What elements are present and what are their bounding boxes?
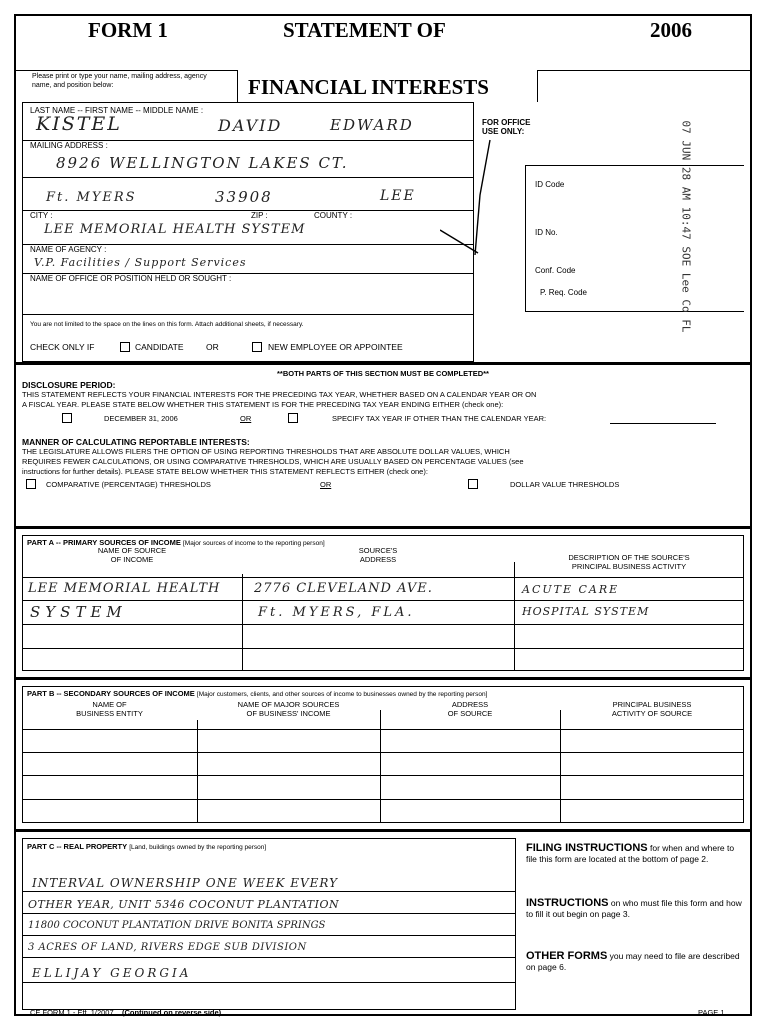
not-limited-note: You are not limited to the space on the lines on this form. Attach additional sheets, if necessary. <box>30 321 304 328</box>
filing-title: FILING INSTRUCTIONS <box>526 842 648 854</box>
part-c-heading <box>27 842 266 853</box>
instructions-text: on who must file this form and how to fill it out begin on page 3. <box>526 898 742 919</box>
col-header-text: SOURCE'S <box>358 546 398 555</box>
table-rule <box>22 752 744 753</box>
field-line <box>22 957 516 958</box>
section-divider <box>14 677 752 680</box>
part-b-col3-header <box>380 700 560 718</box>
december-checkbox[interactable] <box>62 413 72 423</box>
table-rule <box>22 624 744 625</box>
county: LEE <box>380 188 416 204</box>
col-header-text: ADDRESS <box>451 700 489 709</box>
col-header-text: NAME OF MAJOR SOURCES <box>237 700 340 709</box>
manner-text: REQUIRES FEWER CALCULATIONS, OR USING COMPARATIVE THRESHOLDS, WHICH ARE USUALLY BASED ON PERCENTAGE VALUES (see <box>22 457 524 466</box>
table-col-rule <box>380 710 381 823</box>
part-b-col1-header <box>22 700 197 718</box>
col-header-text: OF BUSINESS' INCOME <box>246 709 331 718</box>
instructions-note <box>526 898 746 920</box>
table-rule <box>22 648 744 649</box>
part-c-line2: OTHER YEAR, UNIT 5346 COCONUT PLANTATION <box>28 898 340 911</box>
new-employee-checkbox[interactable] <box>252 342 262 352</box>
col-header-text: PRINCIPAL BUSINESS ACTIVITY <box>571 562 687 571</box>
field-line <box>22 891 516 892</box>
comparative-label: COMPARATIVE (PERCENTAGE) THRESHOLDS <box>46 480 211 489</box>
part-c-line1: INTERVAL OWNERSHIP ONE WEEK EVERY <box>32 876 339 890</box>
part-a-row1-name: LEE MEMORIAL HEALTH <box>28 581 221 596</box>
table-rule <box>22 775 744 776</box>
first-name: DAVID <box>218 116 283 135</box>
form-year: 2006 <box>650 18 692 42</box>
col-header-text: OF SOURCE <box>447 709 493 718</box>
other-forms-text: you may need to file are described on page 6. <box>526 951 740 972</box>
field-line <box>22 177 474 178</box>
zip-label: ZIP : <box>251 211 268 220</box>
title-line1: STATEMENT OF <box>283 18 446 42</box>
specify-year-checkbox[interactable] <box>288 413 298 423</box>
or-label: OR <box>320 480 332 489</box>
dollar-checkbox[interactable] <box>468 479 478 489</box>
middle-name: EDWARD <box>330 116 414 134</box>
received-stamp: 07 JUN 28 AM 10:47 SOE Lee Co FL <box>679 120 693 333</box>
part-a-col1-header <box>22 546 242 564</box>
table-rule <box>22 577 744 578</box>
city-label: CITY : <box>30 211 53 220</box>
col-header-text: NAME OF SOURCE <box>97 546 167 555</box>
section-divider <box>14 829 752 832</box>
agency-name: LEE MEMORIAL HEALTH SYSTEM <box>44 222 306 237</box>
footer-form-id <box>30 1008 221 1017</box>
conf-code-label: Conf. Code <box>535 266 576 275</box>
part-a-row2-address: Ft. MYERS, FLA. <box>258 605 415 620</box>
part-a-row1-address: 2776 CLEVELAND AVE. <box>254 581 433 596</box>
field-line <box>22 913 516 914</box>
position-title: V.P. Facilities / Support Services <box>34 256 247 269</box>
id-no-label: ID No. <box>535 228 558 237</box>
street-address: 8926 WELLINGTON LAKES CT. <box>56 154 349 172</box>
filing-instructions <box>526 843 746 865</box>
other-forms-title: OTHER FORMS <box>526 950 608 962</box>
manner-text: instructions for further details). PLEASE STATE BELOW WHETHER THIS STATEMENT REFLECTS EITHER (check one): <box>22 467 428 476</box>
disclosure-period-heading: DISCLOSURE PERIOD: <box>22 380 116 390</box>
col-header-text: ADDRESS <box>359 555 397 564</box>
section-divider <box>14 362 752 365</box>
col-header-text: NAME OF <box>92 700 127 709</box>
office-label: USE ONLY: <box>482 127 525 136</box>
page-number: PAGE 1 <box>698 1008 725 1017</box>
part-a-col2-header <box>242 546 514 564</box>
mailing-label: MAILING ADDRESS : <box>30 141 108 150</box>
or-label: OR <box>206 342 219 352</box>
continued-text: (Continued on reverse side) <box>122 1008 222 1017</box>
new-employee-label: NEW EMPLOYEE OR APPOINTEE <box>268 342 403 352</box>
field-line <box>22 210 474 211</box>
col-header-text: PRINCIPAL BUSINESS <box>612 700 692 709</box>
header-rule <box>14 70 238 71</box>
field-line <box>22 982 516 983</box>
field-line <box>22 314 474 315</box>
office-label: FOR OFFICE <box>482 118 531 127</box>
p-req-code-label: P. Req. Code <box>540 288 587 297</box>
position-label: NAME OF OFFICE OR POSITION HELD OR SOUGHT : <box>30 274 232 283</box>
specify-blank[interactable] <box>610 423 716 424</box>
col-header-text: BUSINESS ENTITY <box>76 709 143 718</box>
table-col-rule <box>242 574 243 671</box>
candidate-checkbox[interactable] <box>120 342 130 352</box>
part-a-title: PART A -- PRIMARY SOURCES OF INCOME <box>27 538 181 547</box>
filing-text: for when and where to file this form are located at the bottom of page 2. <box>526 843 735 864</box>
part-a-row1-activity: ACUTE CARE <box>522 583 620 596</box>
county-label: COUNTY : <box>314 211 353 220</box>
section-divider <box>14 526 752 529</box>
other-forms-note <box>526 951 746 973</box>
col-header-text: DESCRIPTION OF THE SOURCE'S <box>568 553 690 562</box>
city: Ft. MYERS <box>46 190 137 205</box>
name-label: LAST NAME -- FIRST NAME -- MIDDLE NAME : <box>30 106 204 115</box>
handwritten-slash <box>440 135 500 275</box>
specify-label: SPECIFY TAX YEAR IF OTHER THAN THE CALENDAR YEAR: <box>332 414 547 423</box>
id-code-label: ID Code <box>535 180 565 189</box>
header-rule <box>537 70 752 71</box>
zip: 33908 <box>215 188 273 206</box>
check-only-if: CHECK ONLY IF <box>30 342 95 352</box>
table-col-rule <box>197 720 198 823</box>
both-parts-note: **BOTH PARTS OF THIS SECTION MUST BE COMPLETED** <box>277 369 489 378</box>
dollar-label: DOLLAR VALUE THRESHOLDS <box>510 480 620 489</box>
table-col-rule <box>560 710 561 823</box>
field-line <box>22 935 516 936</box>
part-b-col4-header <box>560 700 744 718</box>
candidate-label: CANDIDATE <box>135 342 184 352</box>
agency-label: NAME OF AGENCY : <box>30 245 107 254</box>
part-a-row2-activity: HOSPITAL SYSTEM <box>522 605 650 618</box>
table-rule <box>22 729 744 730</box>
col-header-text: ACTIVITY OF SOURCE <box>611 709 693 718</box>
part-c-subtitle: [Land, buildings owned by the reporting person] <box>129 844 267 851</box>
part-b-title: PART B -- SECONDARY SOURCES OF INCOME <box>27 689 195 698</box>
disclosure-text: THIS STATEMENT REFLECTS YOUR FINANCIAL INTERESTS FOR THE PRECEDING TAX YEAR, WHETHER BASED ON A CALENDAR YEAR OR ON <box>22 390 537 399</box>
table-rule <box>22 600 744 601</box>
instructions-title: INSTRUCTIONS <box>526 897 609 909</box>
manner-heading: MANNER OF CALCULATING REPORTABLE INTERESTS: <box>22 437 250 447</box>
part-a-row2-name: SYSTEM <box>30 603 127 621</box>
part-b-subtitle: [Major customers, clients, and other sources of income to businesses owned by the reporting person] <box>196 691 488 698</box>
part-a-col3-header <box>514 553 744 571</box>
manner-text: THE LEGISLATURE ALLOWS FILERS THE OPTION OF USING REPORTING THRESHOLDS THAT ARE ABSOLUTE DOLLAR VALUES, WHICH <box>22 447 510 456</box>
part-c-title: PART C -- REAL PROPERTY <box>27 842 128 851</box>
table-rule <box>22 799 744 800</box>
part-a-subtitle: [Major sources of income to the reporting person] <box>183 540 325 547</box>
header-rule <box>537 70 538 102</box>
header-rule <box>237 70 238 102</box>
form-id-text: CE FORM 1 - Eff. 1/2007 <box>30 1008 114 1017</box>
disclosure-text: A FISCAL YEAR. PLEASE STATE BELOW WHETHER THIS STATEMENT IS FOR THE PRECEDING TAX YEAR ENDING EITHER (check one): <box>22 400 504 409</box>
title-line2: FINANCIAL INTERESTS <box>248 75 489 99</box>
part-b-col2-header <box>197 700 380 718</box>
form-label: FORM 1 <box>88 18 168 42</box>
comparative-checkbox[interactable] <box>26 479 36 489</box>
or-label: OR <box>240 414 252 423</box>
part-b-heading <box>27 689 487 700</box>
part-c-line5: ELLIJAY GEORGIA <box>32 966 192 980</box>
col-header-text: OF INCOME <box>110 555 154 564</box>
december-label: DECEMBER 31, 2006 <box>104 414 178 423</box>
last-name: KISTEL <box>36 113 122 135</box>
part-c-line4: 3 ACRES OF LAND, RIVERS EDGE SUB DIVISION <box>28 942 307 953</box>
table-col-rule <box>514 562 515 671</box>
part-c-line3: 11800 COCONUT PLANTATION DRIVE BONITA SPRINGS <box>28 920 326 931</box>
print-instructions: Please print or type your name, mailing address, agency name, and position below: <box>32 73 207 89</box>
